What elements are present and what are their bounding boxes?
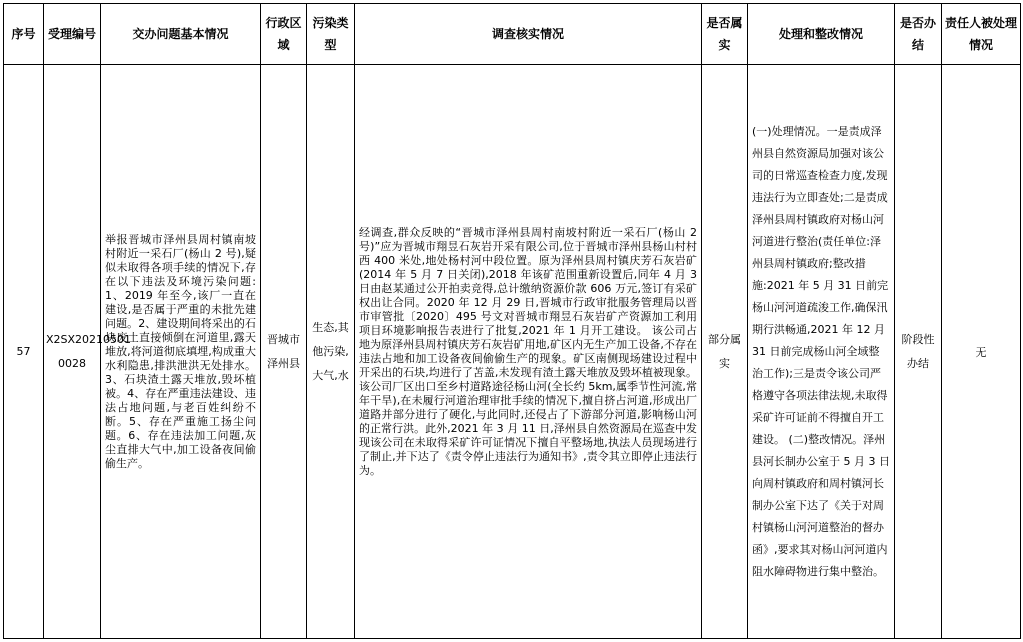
header-region: 行政区域 <box>261 4 307 65</box>
cell-accountability: 无 <box>942 65 1021 639</box>
cell-investigation: 经调查,群众反映的“晋城市泽州县周村南坡村附近一采石厂(杨山 2 号)”应为晋城市翔昱石灰岩开采有限公司,位于晋城市泽州县杨山村村西 400 米处,地处杨村河中段位置。原为泽州县周村镇庆芳石灰岩矿(2014 年 5 月 7 日关闭),2018 年该矿范围重新设置后,同年 4 月 3 日由赵某通过公开拍卖竞得,总计缴纳资源价款 606 万元,签订有采矿权出让合同。2020 年 12 月 29 日,晋城市行政审批服务管理局以晋市审管批〔2020〕495 号文对晋城市翔昱石灰岩矿产资源加工利用项目环境影响报告表进行了批复,2021 年 1 月开工建设。 该公司占地为原泽州县周村镇庆芳石灰岩矿用地,矿区内无生产加工设备,不存在违法占地和加工设备夜间偷偷生产的现象。矿区南侧现场建设过程中开采出的石块,均进行了苫盖,未发现有渣土露天堆放及毁坏植被现象。 该公司厂区出口至乡村道路途径杨山河(全长约 5km,属季节性河流,常年干旱),在未履行河道治理审批手续的情况下,擅自挤占河道,形成出厂道路并部分进行了硬化,与此同时,还侵占了下游部分河道,影响杨山河的正常行洪。此外,2021 年 3 月 11 日,泽州县自然资源局在巡查中发现该公司在未取得采矿许可证情况下擅自平整场地,执法人员现场进行了制止,并下达了《责令停止违法行为通知书》,责令其立即停止违法行为。 <box>355 65 702 639</box>
header-accountability: 责任人被处理情况 <box>942 4 1021 65</box>
cell-region: 晋城市泽州县 <box>261 65 307 639</box>
cell-problem: 举报晋城市泽州县周村镇南坡村附近一采石厂(杨山 2 号),疑似未取得各项手续的情况下,存在以下违法及环境污染问题: 1、2019 年至今,该厂一直在建设,是否属于严重的未批先建问题。2、建设期间将采出的石块废土直接倾倒在河道里,露天堆放,将河道彻底填埋,构成重大水利隐患,排洪泄洪无处排水。3、石块渣土露天堆放,毁坏植被。4、存在严重违法建设、违法占地问题,与老百姓纠纷不断。5、存在严重施工扬尘问题。6、存在违法加工问题,灰尘直排大气中,加工设备夜间偷偷生产。 <box>101 65 261 639</box>
cell-pollution: 生态,其他污染,大气,水 <box>307 65 355 639</box>
header-seq: 序号 <box>4 4 44 65</box>
header-is-closed: 是否办结 <box>895 4 942 65</box>
header-id: 受理编号 <box>44 4 101 65</box>
complaint-table <box>3 3 1021 639</box>
cell-seq: 57 <box>4 65 44 639</box>
header-pollution: 污染类型 <box>307 4 355 65</box>
header-is-true: 是否属实 <box>702 4 748 65</box>
table-row <box>4 65 1021 639</box>
header-investigation: 调查核实情况 <box>355 4 702 65</box>
cell-handling: (一)处理情况。一是责成泽州县自然资源局加强对该公司的日常巡查检查力度,发现违法行为立即查处;二是责成泽州县周村镇政府对杨山河河道进行整治(责任单位:泽州县周村镇政府;整改措施:2021 年 5 月 31 日前完杨山河河道疏浚工作,确保汛期行洪畅通,2021 年 12 月 31 日前完成杨山河全域整治工作);三是责令该公司严格遵守各项法律法规,未取得采矿许可证前不得擅自开工建设。 (二)整改情况。泽州县河长制办公室于 5 月 3 日向周村镇政府和周村镇河长制办公室下达了《关于对周村镇杨山河河道整治的督办函》,要求其对杨山河河道内阻水障碍物进行集中整治。 <box>748 65 895 639</box>
header-handling: 处理和整改情况 <box>748 4 895 65</box>
cell-id: X2SX20210501 0028 <box>44 65 101 639</box>
cell-is-closed: 阶段性办结 <box>895 65 942 639</box>
header-problem: 交办问题基本情况 <box>101 4 261 65</box>
cell-is-true: 部分属实 <box>702 65 748 639</box>
header-row <box>4 4 1021 65</box>
